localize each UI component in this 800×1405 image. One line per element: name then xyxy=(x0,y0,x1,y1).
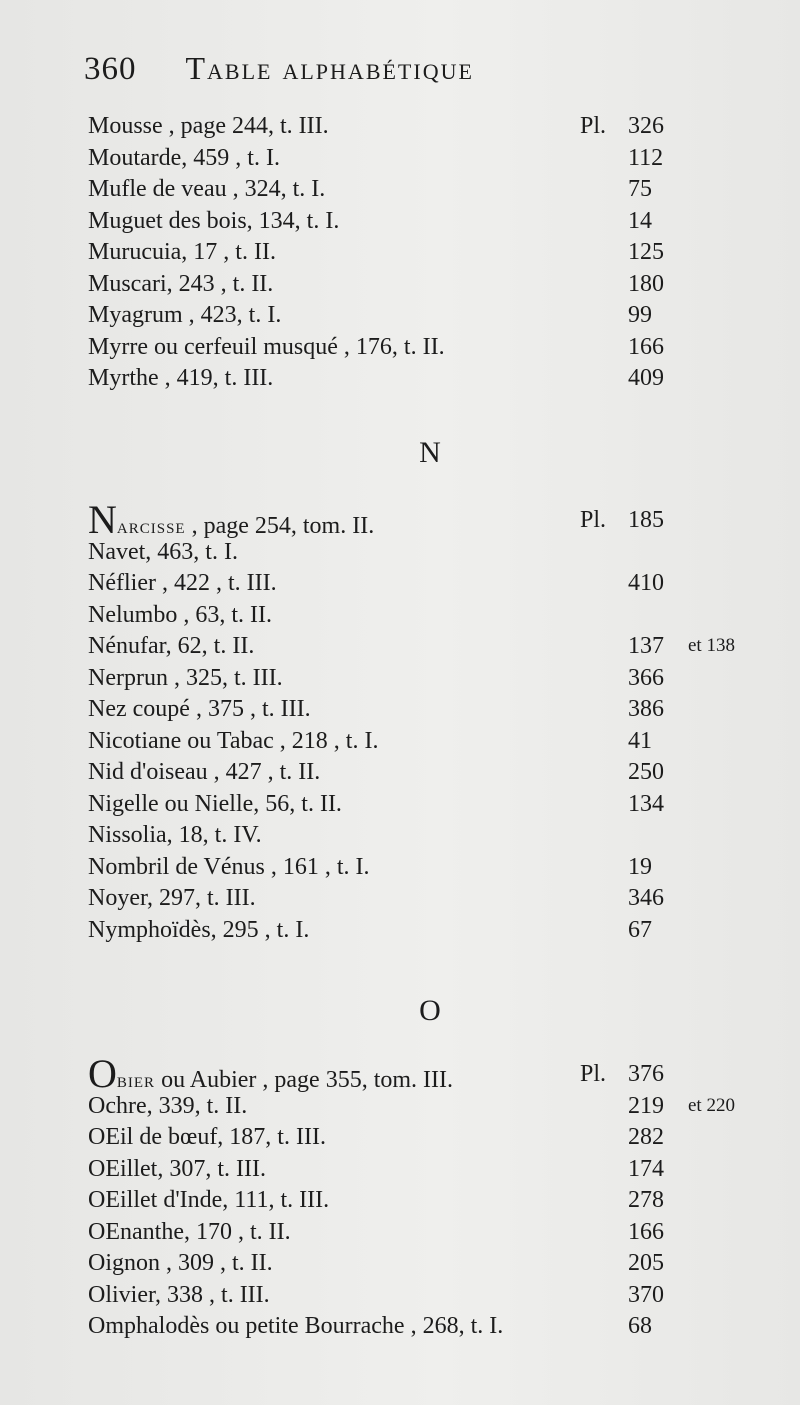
entry-name: Muscari, 243 , t. II. xyxy=(88,270,274,297)
plate-number: 282 xyxy=(628,1124,664,1150)
entry-name: Nelumbo , 63, t. II. xyxy=(88,601,272,628)
page-title: Table alphabétique xyxy=(185,50,474,86)
plate-number: 137 xyxy=(628,633,664,659)
entry-name: Nissolia, 18, t. IV. xyxy=(88,822,262,848)
plate-number: 386 xyxy=(628,696,664,722)
plate-number: 205 xyxy=(628,1250,664,1276)
entry-name: Myagrum , 423, t. I. xyxy=(88,302,282,328)
entry-name: Olivier, 338 , t. III. xyxy=(88,1281,270,1308)
plate-number: 174 xyxy=(628,1155,664,1182)
index-entry xyxy=(88,110,688,142)
entry-name: Oignon , 309 , t. II. xyxy=(88,1250,273,1276)
drop-initial: O xyxy=(88,1051,117,1096)
plate-number: 250 xyxy=(628,759,664,785)
plate-number: 125 xyxy=(628,239,664,265)
plate-number: 41 xyxy=(628,727,652,754)
plate-number: 75 xyxy=(628,176,652,202)
plate-number: 346 xyxy=(628,885,664,911)
page-header xyxy=(84,50,474,88)
index-entry xyxy=(88,1153,688,1185)
entry-name: Myrthe , 419, t. III. xyxy=(88,365,274,391)
index-entry xyxy=(88,630,735,662)
entry-rest: ou Aubier , page 355, tom. III. xyxy=(155,1067,453,1093)
plate-number: 326 xyxy=(628,113,664,139)
plate-label: Pl. xyxy=(580,113,607,139)
index-entry xyxy=(88,362,688,394)
index-entry xyxy=(88,1310,688,1342)
entry-name: Myrre ou cerfeuil musqué , 176, t. II. xyxy=(88,333,445,360)
entry-name: Nombril de Vénus , 161 , t. I. xyxy=(88,853,370,880)
plate-number: 185 xyxy=(628,507,664,533)
plate-number: 14 xyxy=(628,207,652,234)
plate-number: 366 xyxy=(628,664,664,691)
section-heading-n: N xyxy=(419,436,441,469)
entry-name: Nymphoïdès, 295 , t. I. xyxy=(88,916,310,943)
plate-number: 410 xyxy=(628,570,664,596)
entry-name: OEil de bœuf, 187, t. III. xyxy=(88,1124,326,1150)
index-entry xyxy=(88,1184,688,1216)
index-entry xyxy=(88,205,688,237)
index-entry xyxy=(88,788,688,820)
index-entry xyxy=(88,914,688,946)
plate-label: Pl. xyxy=(580,507,607,533)
entry-name: Omphalodès ou petite Bourrache , 268, t. I. xyxy=(88,1313,504,1339)
index-entry xyxy=(88,851,688,883)
entry-name: Mousse , page 244, t. III. xyxy=(88,113,329,139)
entry-name: Murucuia, 17 , t. II. xyxy=(88,239,276,265)
plate-number: 134 xyxy=(628,790,664,817)
entry-name: Muguet des bois, 134, t. I. xyxy=(88,207,340,234)
entry-name: OEillet, 307, t. III. xyxy=(88,1155,266,1182)
plate-number: 166 xyxy=(628,1218,664,1245)
entry-name: Néflier , 422 , t. III. xyxy=(88,570,277,596)
index-entry xyxy=(88,756,688,788)
plate-number: 68 xyxy=(628,1313,652,1339)
entry-name: Nénufar, 62, t. II. xyxy=(88,633,255,659)
index-entry xyxy=(88,882,688,914)
entry-name: Nid d'oiseau , 427 , t. II. xyxy=(88,759,321,785)
plate-number: 99 xyxy=(628,302,652,328)
index-entry xyxy=(88,1247,688,1279)
page-number: 360 xyxy=(84,51,137,87)
plate-label: Pl. xyxy=(580,1061,607,1087)
plate-number: 19 xyxy=(628,853,652,880)
section-heading-o: O xyxy=(419,994,441,1027)
index-entry xyxy=(88,725,688,757)
drop-initial: N xyxy=(88,497,117,542)
index-entry xyxy=(88,1216,688,1248)
index-entry xyxy=(88,599,688,631)
index-entry xyxy=(88,268,688,300)
plate-number-extra: et 138 xyxy=(688,635,735,656)
index-entry xyxy=(88,1090,735,1122)
index-entry xyxy=(88,536,688,568)
plate-number: 219 xyxy=(628,1092,664,1119)
index-entry xyxy=(88,142,688,174)
plate-number: 166 xyxy=(628,333,664,360)
index-entry xyxy=(88,236,688,268)
plate-number: 67 xyxy=(628,916,652,943)
entry-name: Navet, 463, t. I. xyxy=(88,538,238,565)
index-entry xyxy=(88,497,688,542)
entry-name: Nicotiane ou Tabac , 218 , t. I. xyxy=(88,727,379,754)
plate-number: 278 xyxy=(628,1187,664,1213)
index-entry xyxy=(88,567,688,599)
plate-number: 180 xyxy=(628,270,664,297)
index-entry xyxy=(88,662,688,694)
plate-number: 409 xyxy=(628,365,664,391)
entry-name: Nerprun , 325, t. III. xyxy=(88,664,283,691)
entry-name: Ochre, 339, t. II. xyxy=(88,1092,248,1119)
entry-name: OEillet d'Inde, 111, t. III. xyxy=(88,1187,330,1213)
entry-name: Nigelle ou Nielle, 56, t. II. xyxy=(88,790,342,817)
entry-smallcaps: BIER xyxy=(116,1075,156,1091)
index-entry xyxy=(88,1279,688,1311)
entry-name: Noyer, 297, t. III. xyxy=(88,885,256,911)
index-entry xyxy=(88,1051,688,1096)
entry-name: Moutarde, 459 , t. I. xyxy=(88,144,280,171)
entry-smallcaps: ARCISSE xyxy=(116,521,186,537)
entry-rest: , page 254, tom. II. xyxy=(185,513,375,539)
index-entry xyxy=(88,299,688,331)
index-entry xyxy=(88,173,688,205)
index-entry xyxy=(88,1121,688,1153)
plate-number-extra: et 220 xyxy=(688,1094,735,1116)
entry-name: Nez coupé , 375 , t. III. xyxy=(88,696,311,722)
plate-number: 370 xyxy=(628,1281,664,1308)
plate-number: 112 xyxy=(628,144,664,171)
entry-name: OEnanthe, 170 , t. II. xyxy=(88,1218,291,1245)
index-entry xyxy=(88,819,688,851)
plate-number: 376 xyxy=(628,1061,664,1087)
index-entry xyxy=(88,693,688,725)
entry-name: Mufle de veau , 324, t. I. xyxy=(88,176,326,202)
index-entry xyxy=(88,331,688,363)
